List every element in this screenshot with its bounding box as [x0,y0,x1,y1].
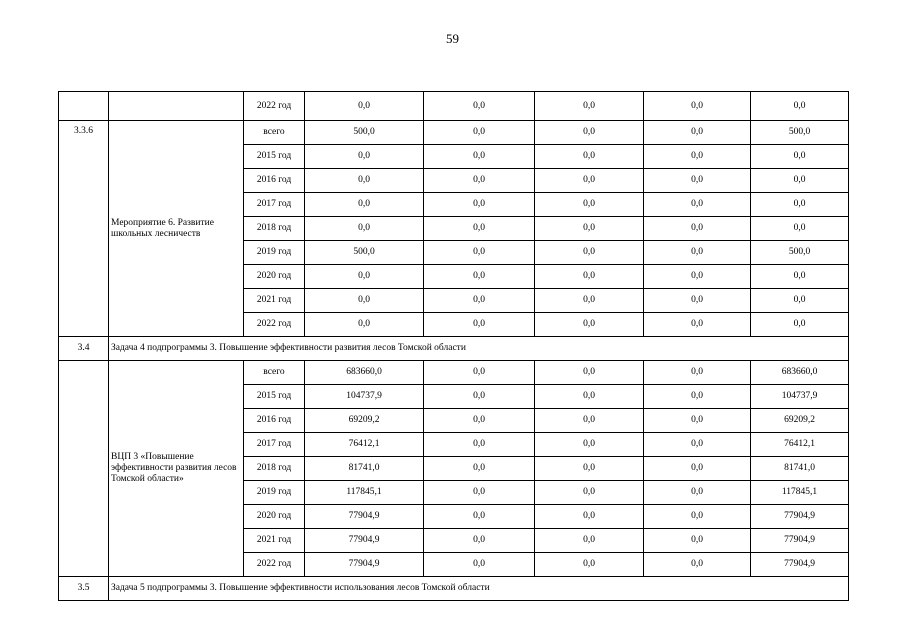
value-cell: 0,0 [424,385,535,409]
value-cell: 81741,0 [305,457,424,481]
value-cell: 0,0 [305,193,424,217]
value-cell: 0,0 [535,481,644,505]
period-cell: всего [244,361,305,385]
value-cell: 683660,0 [751,361,849,385]
value-cell: 0,0 [535,553,644,577]
value-cell: 683660,0 [305,361,424,385]
value-cell: 77904,9 [751,505,849,529]
value-cell: 0,0 [535,121,644,145]
value-cell: 0,0 [644,241,751,265]
value-cell: 0,0 [751,265,849,289]
value-cell: 0,0 [535,313,644,337]
value-cell: 0,0 [644,457,751,481]
value-cell: 0,0 [644,92,751,121]
period-cell: 2021 год [244,529,305,553]
task-title: Задача 5 подпрограммы 3. Повышение эффективности использования лесов Томской области [109,577,849,601]
value-cell: 69209,2 [305,409,424,433]
value-cell: 69209,2 [751,409,849,433]
period-cell: 2019 год [244,241,305,265]
value-cell: 0,0 [751,92,849,121]
value-cell: 0,0 [644,505,751,529]
value-cell: 0,0 [305,169,424,193]
value-cell: 0,0 [305,145,424,169]
value-cell: 0,0 [644,313,751,337]
activity-name: ВЦП 3 «Повышение эффективности развития лесов Томской области» [109,361,244,577]
task-row [59,577,849,601]
value-cell: 0,0 [535,193,644,217]
value-cell: 0,0 [305,289,424,313]
value-cell: 77904,9 [305,553,424,577]
row-number: 3.5 [59,577,109,601]
value-cell: 104737,9 [305,385,424,409]
value-cell: 0,0 [644,529,751,553]
value-cell: 0,0 [424,145,535,169]
value-cell: 0,0 [535,433,644,457]
period-cell: 2022 год [244,313,305,337]
period-cell: 2016 год [244,169,305,193]
value-cell: 76412,1 [751,433,849,457]
value-cell: 0,0 [305,217,424,241]
value-cell: 0,0 [644,193,751,217]
value-cell: 0,0 [535,361,644,385]
value-cell: 0,0 [424,121,535,145]
value-cell: 0,0 [424,217,535,241]
value-cell: 104737,9 [751,385,849,409]
period-cell: 2018 год [244,457,305,481]
value-cell: 0,0 [644,385,751,409]
table-row [59,92,849,121]
value-cell: 0,0 [644,217,751,241]
table-row [59,361,849,385]
activity-name: Мероприятие 6. Развитие школьных лесничеств [109,121,244,337]
value-cell: 0,0 [535,505,644,529]
value-cell: 0,0 [424,505,535,529]
value-cell: 0,0 [424,529,535,553]
row-number: 3.3.6 [59,121,109,337]
value-cell: 0,0 [751,145,849,169]
value-cell: 117845,1 [305,481,424,505]
value-cell: 500,0 [751,121,849,145]
value-cell: 0,0 [751,289,849,313]
value-cell: 81741,0 [751,457,849,481]
value-cell: 0,0 [535,289,644,313]
value-cell: 0,0 [535,265,644,289]
period-cell: 2015 год [244,385,305,409]
value-cell: 0,0 [644,553,751,577]
value-cell: 0,0 [644,169,751,193]
period-cell: 2022 год [244,553,305,577]
value-cell: 0,0 [424,241,535,265]
value-cell: 0,0 [751,193,849,217]
activity-name [109,92,244,121]
row-number [59,92,109,121]
value-cell: 0,0 [644,433,751,457]
page-number: 59 [446,31,459,46]
period-cell: 2021 год [244,289,305,313]
task-row [59,337,849,361]
value-cell: 0,0 [644,265,751,289]
value-cell: 0,0 [535,92,644,121]
period-cell: 2018 год [244,217,305,241]
value-cell: 0,0 [644,145,751,169]
row-number [59,361,109,577]
value-cell: 0,0 [424,265,535,289]
period-cell: всего [244,121,305,145]
value-cell: 0,0 [424,193,535,217]
value-cell: 0,0 [535,145,644,169]
period-cell: 2020 год [244,265,305,289]
value-cell: 0,0 [424,457,535,481]
value-cell: 0,0 [424,169,535,193]
value-cell: 500,0 [751,241,849,265]
value-cell: 0,0 [644,289,751,313]
row-number: 3.4 [59,337,109,361]
value-cell: 0,0 [535,217,644,241]
value-cell: 0,0 [644,409,751,433]
value-cell: 77904,9 [305,529,424,553]
value-cell: 0,0 [424,289,535,313]
value-cell: 0,0 [424,92,535,121]
value-cell: 0,0 [644,121,751,145]
table-row [59,121,849,145]
value-cell: 0,0 [305,313,424,337]
period-cell: 2019 год [244,481,305,505]
value-cell: 0,0 [644,361,751,385]
value-cell: 0,0 [535,409,644,433]
period-cell: 2022 год [244,92,305,121]
value-cell: 0,0 [424,313,535,337]
value-cell: 0,0 [424,361,535,385]
period-cell: 2017 год [244,193,305,217]
task-title: Задача 4 подпрограммы 3. Повышение эффективности развития лесов Томской области [109,337,849,361]
value-cell: 0,0 [424,409,535,433]
value-cell: 77904,9 [751,553,849,577]
period-cell: 2020 год [244,505,305,529]
value-cell: 0,0 [305,265,424,289]
value-cell: 500,0 [305,241,424,265]
value-cell: 77904,9 [751,529,849,553]
value-cell: 0,0 [535,457,644,481]
value-cell: 0,0 [424,433,535,457]
value-cell: 0,0 [751,217,849,241]
value-cell: 500,0 [305,121,424,145]
value-cell: 117845,1 [751,481,849,505]
period-cell: 2017 год [244,433,305,457]
period-cell: 2016 год [244,409,305,433]
value-cell: 0,0 [535,529,644,553]
value-cell: 76412,1 [305,433,424,457]
value-cell: 0,0 [424,553,535,577]
value-cell: 0,0 [751,313,849,337]
value-cell: 0,0 [751,169,849,193]
value-cell: 0,0 [644,481,751,505]
value-cell: 0,0 [305,92,424,121]
value-cell: 77904,9 [305,505,424,529]
value-cell: 0,0 [535,385,644,409]
value-cell: 0,0 [424,481,535,505]
period-cell: 2015 год [244,145,305,169]
value-cell: 0,0 [535,169,644,193]
value-cell: 0,0 [535,241,644,265]
budget-table [58,91,849,601]
